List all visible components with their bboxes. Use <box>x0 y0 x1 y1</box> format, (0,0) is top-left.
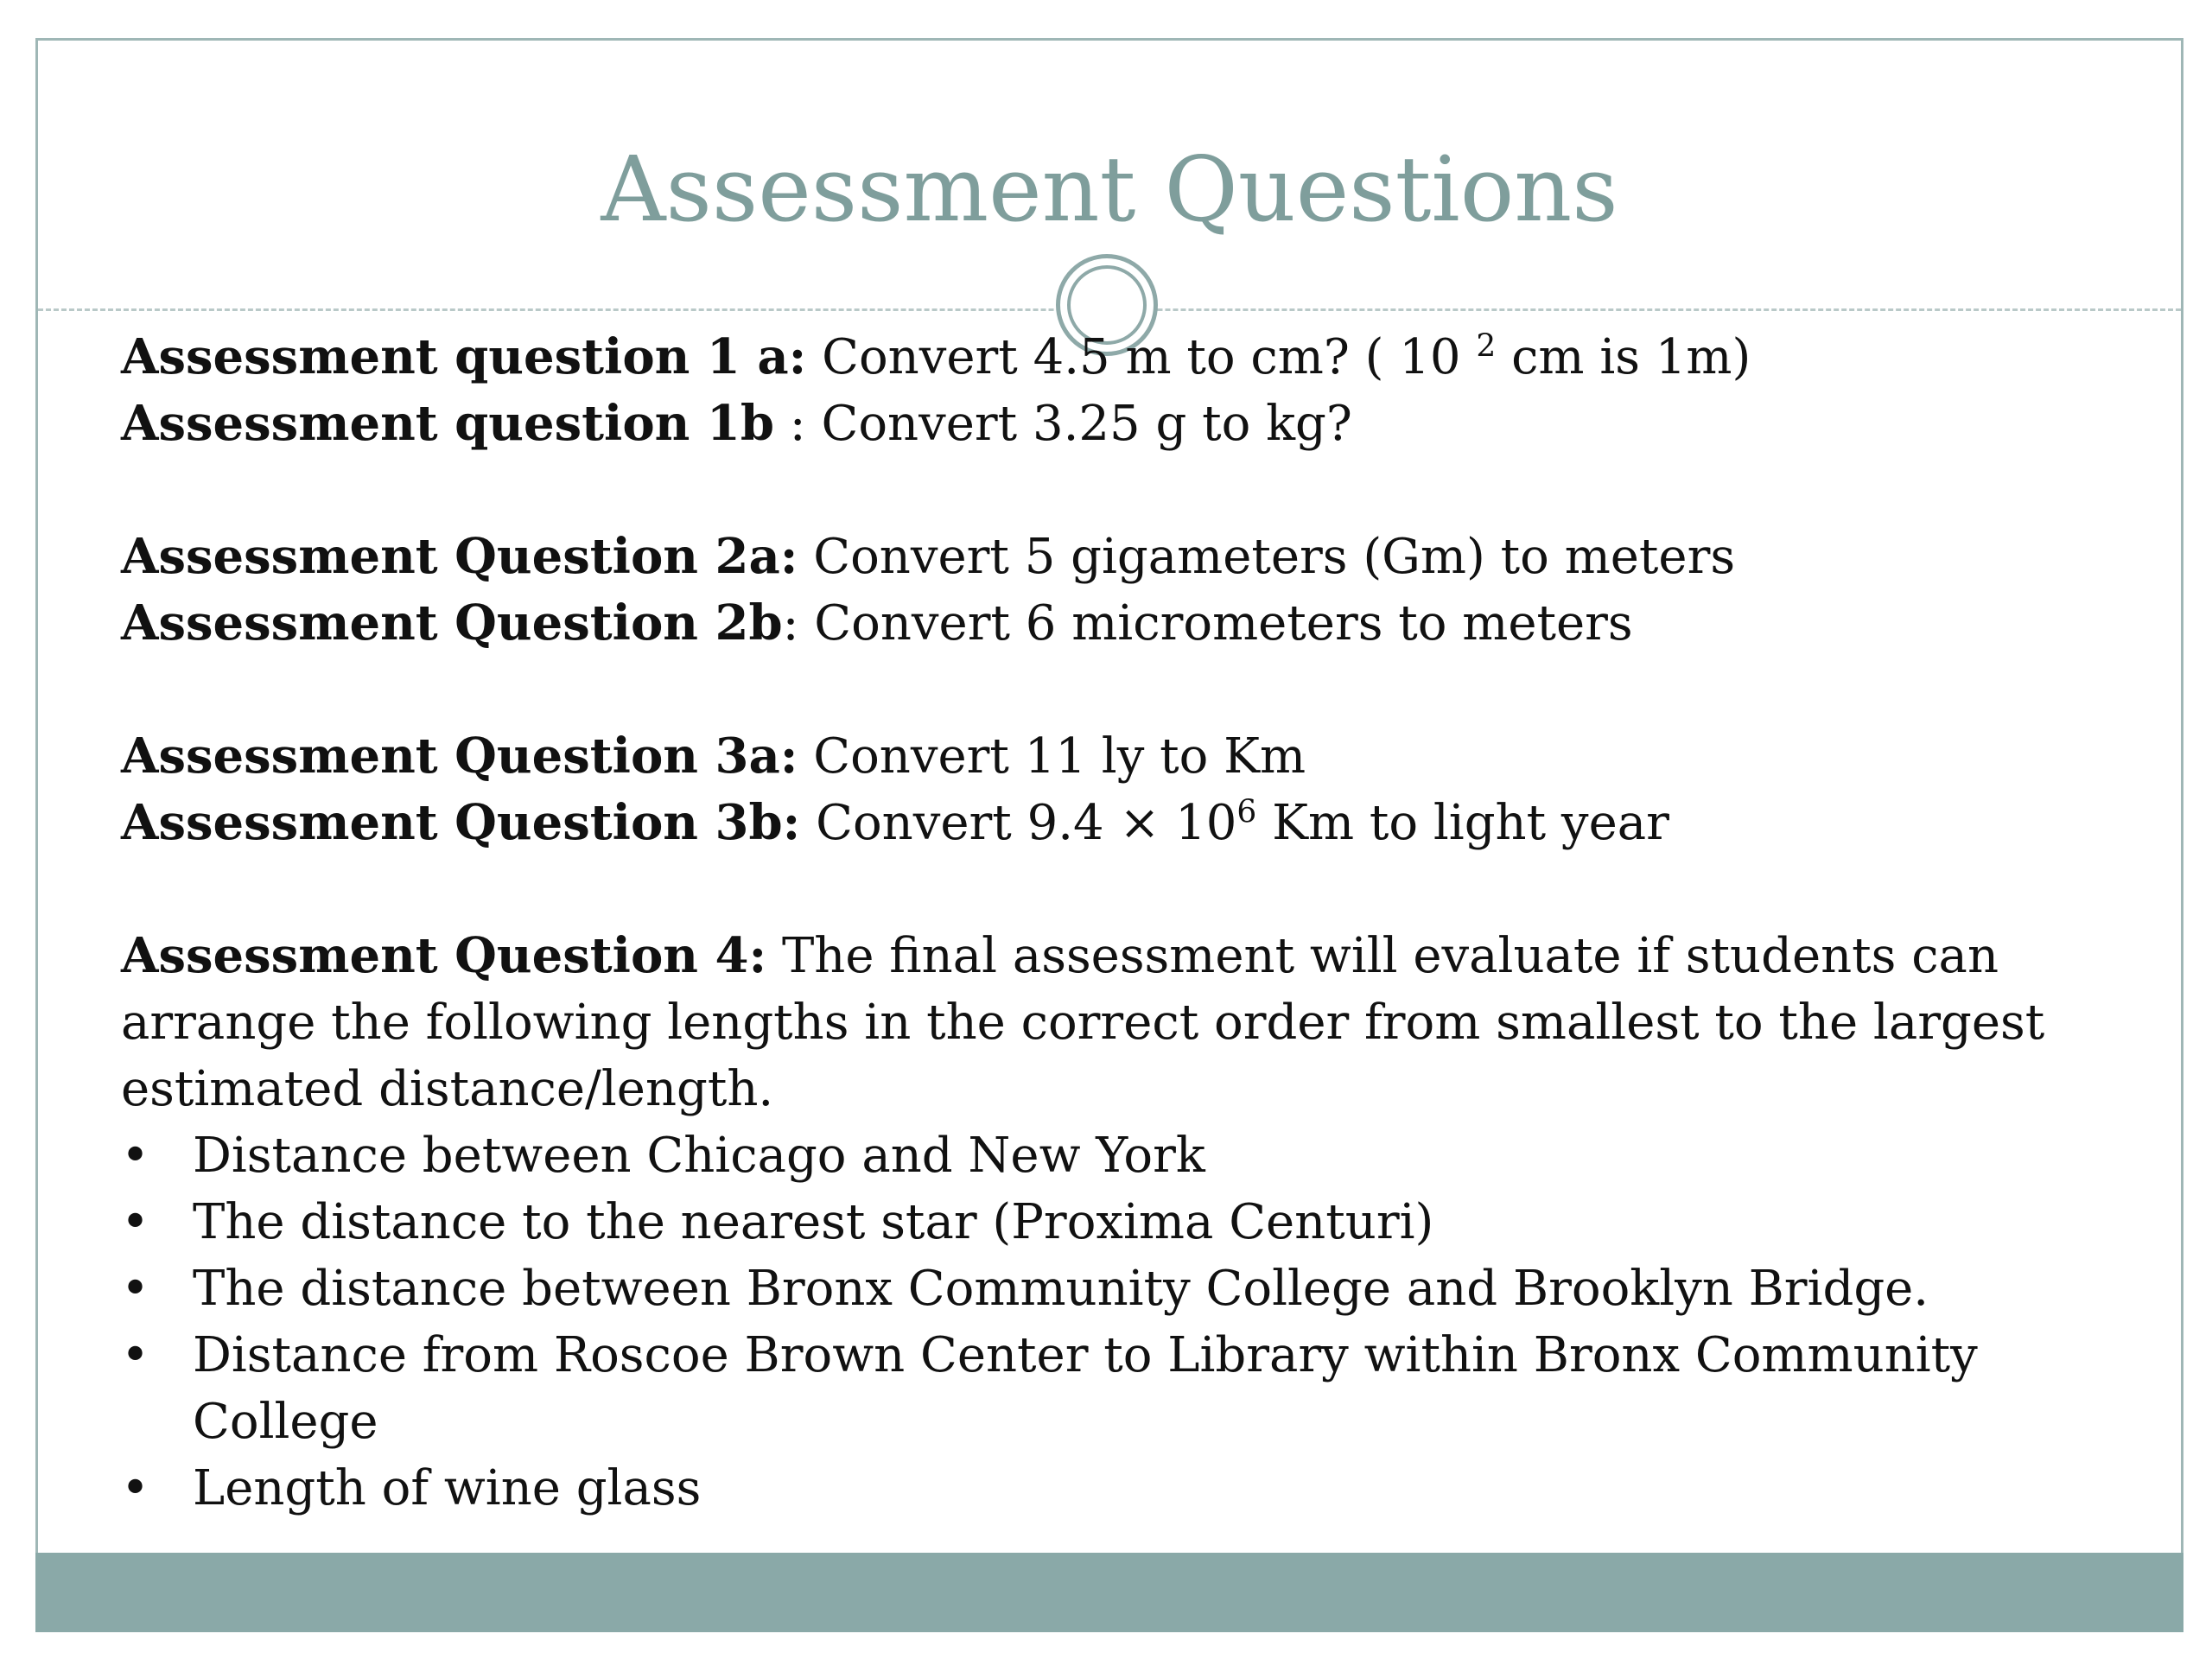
question-3a-label: Assessment Question 3a: <box>121 728 798 785</box>
question-3b-text: Convert 9.4 × 10 <box>800 795 1237 851</box>
question-3b-exponent: 6 <box>1236 794 1257 830</box>
slide-body <box>121 324 2091 1522</box>
question-3b-text-end: Km to light year <box>1256 795 1669 851</box>
question-2b <box>121 590 2091 657</box>
list-item <box>121 1322 2091 1455</box>
question-1a-exponent: 2 <box>1476 328 1497 365</box>
bullet-icon: • <box>121 1261 150 1317</box>
list-item <box>121 1455 2091 1522</box>
slide-title: Assessment Questions <box>601 137 1618 242</box>
bullet-icon: • <box>121 1327 150 1383</box>
question-3b <box>121 790 2091 856</box>
list-item-text: Distance between Chicago and New York <box>193 1128 1205 1184</box>
question-1a <box>121 324 2091 391</box>
question-2b-label: Assessment Question 2b <box>121 594 783 652</box>
list-item <box>121 1122 2091 1189</box>
question-2a-label: Assessment Question 2a: <box>121 528 798 585</box>
list-item-text: The distance between Bronx Community College and Brooklyn Bridge. <box>193 1261 1929 1317</box>
question-1a-text-end: cm is 1m) <box>1496 329 1751 385</box>
question-1b-label: Assessment question 1b <box>121 395 774 452</box>
question-3b-label: Assessment Question 3b: <box>121 794 801 851</box>
question-1b-text: : Convert 3.25 g to kg? <box>774 396 1352 452</box>
question-1a-label: Assessment question 1 a: <box>121 328 807 385</box>
list-item-text: The distance to the nearest star (Proxima Centuri) <box>193 1194 1434 1250</box>
question-3a-text: Convert 11 ly to Km <box>798 728 1306 785</box>
list-item-text: Length of wine glass <box>193 1460 702 1516</box>
question-1a-text: Convert 4.5 m to cm? ( 10 <box>806 329 1477 385</box>
bullet-icon: • <box>121 1128 150 1184</box>
question-2b-text: : Convert 6 micrometers to meters <box>782 595 1633 652</box>
bullet-icon: • <box>121 1460 150 1516</box>
question-4-list <box>121 1122 2091 1522</box>
list-item-text: Distance from Roscoe Brown Center to Library within Bronx Community College <box>193 1327 1978 1450</box>
question-3a <box>121 723 2091 790</box>
list-item <box>121 1189 2091 1255</box>
question-2a-text: Convert 5 gigameters (Gm) to meters <box>798 529 1736 585</box>
question-2a <box>121 524 2091 590</box>
footer-bar <box>35 1553 2183 1632</box>
question-1b <box>121 391 2091 457</box>
question-4 <box>121 923 2091 1122</box>
bullet-icon: • <box>121 1194 150 1250</box>
question-4-label: Assessment Question 4: <box>121 927 767 984</box>
question-4-text: The final assessment will evaluate if students can arrange the following lengths in the correct order from smallest to the largest estimated distance/length. <box>121 928 2045 1117</box>
list-item <box>121 1255 2091 1322</box>
